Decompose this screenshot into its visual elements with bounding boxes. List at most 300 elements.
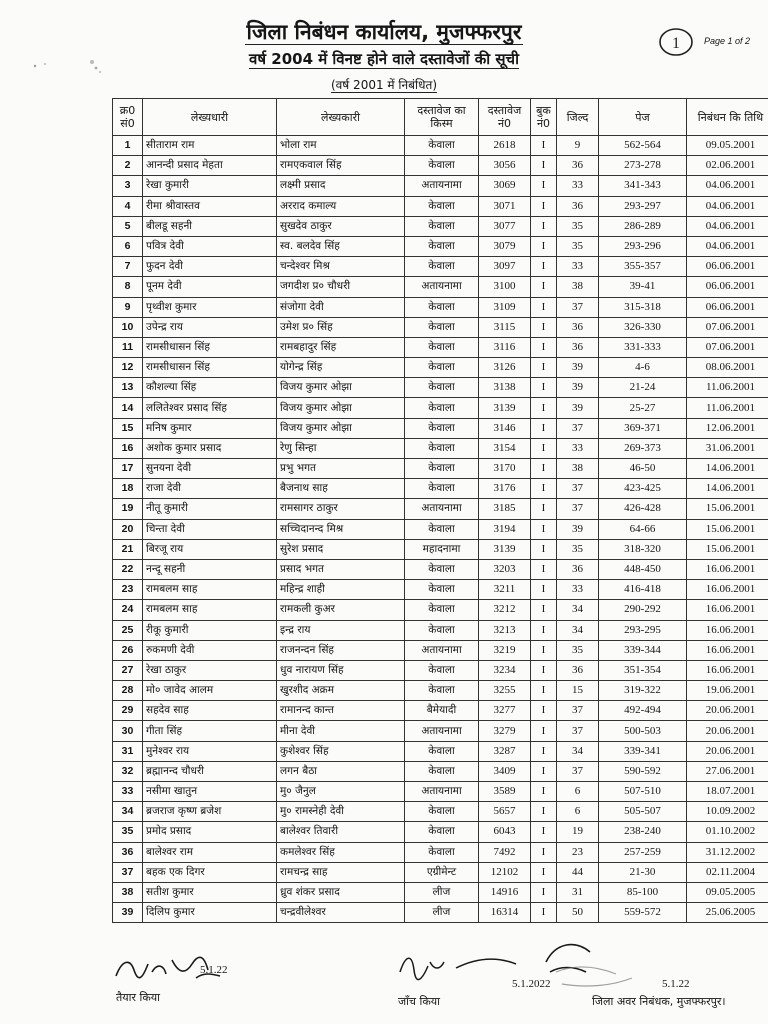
cell-volume: 34 bbox=[557, 620, 599, 640]
cell-doc-number: 3203 bbox=[479, 559, 531, 579]
cell-page: 326-330 bbox=[599, 317, 687, 337]
cell-book-number: I bbox=[531, 459, 557, 479]
cell-book-number: I bbox=[531, 903, 557, 923]
cell-book-number: I bbox=[531, 236, 557, 256]
cell-holder: चिन्ता देवी bbox=[143, 519, 277, 539]
cell-doc-type: लीज bbox=[405, 882, 479, 902]
cell-book-number: I bbox=[531, 136, 557, 156]
official-stamp-scribble bbox=[552, 952, 672, 996]
cell-serial: 26 bbox=[113, 640, 143, 660]
cell-volume: 23 bbox=[557, 842, 599, 862]
table-body bbox=[113, 136, 768, 923]
cell-page: 293-295 bbox=[599, 620, 687, 640]
table-row bbox=[113, 822, 768, 842]
cell-holder: रेखा ठाकुर bbox=[143, 660, 277, 680]
cell-executant: ध्रुव शंकर प्रसाद bbox=[277, 882, 405, 902]
cell-page: 500-503 bbox=[599, 721, 687, 741]
table-row bbox=[113, 216, 768, 236]
cell-executant: बालेश्वर तिवारी bbox=[277, 822, 405, 842]
cell-volume: 6 bbox=[557, 802, 599, 822]
cell-page: 423-425 bbox=[599, 479, 687, 499]
cell-reg-date: 06.06.2001 bbox=[687, 277, 768, 297]
cell-doc-type: केवाला bbox=[405, 459, 479, 479]
cell-doc-number: 3255 bbox=[479, 681, 531, 701]
cell-doc-type: केवाला bbox=[405, 600, 479, 620]
table-row bbox=[113, 236, 768, 256]
cell-serial: 32 bbox=[113, 761, 143, 781]
cell-holder: पूनम देवी bbox=[143, 277, 277, 297]
cell-serial: 23 bbox=[113, 580, 143, 600]
cell-doc-type: केवाला bbox=[405, 580, 479, 600]
cell-doc-number: 3100 bbox=[479, 277, 531, 297]
cell-doc-number: 3213 bbox=[479, 620, 531, 640]
cell-page: 273-278 bbox=[599, 156, 687, 176]
cell-doc-number: 2618 bbox=[479, 136, 531, 156]
cell-doc-number: 3071 bbox=[479, 196, 531, 216]
table-row bbox=[113, 681, 768, 701]
cell-doc-type: केवाला bbox=[405, 660, 479, 680]
cell-doc-type: केवाला bbox=[405, 216, 479, 236]
prepared-date: 5.1.22 bbox=[200, 964, 228, 976]
cell-serial: 25 bbox=[113, 620, 143, 640]
cell-reg-date: 15.06.2001 bbox=[687, 499, 768, 519]
checked-label: जाँच किया bbox=[398, 995, 441, 1008]
cell-book-number: I bbox=[531, 559, 557, 579]
cell-holder: ब्रह्मानन्द चौधरी bbox=[143, 761, 277, 781]
table-row bbox=[113, 297, 768, 317]
cell-serial: 10 bbox=[113, 317, 143, 337]
cell-holder: रुकमणी देवी bbox=[143, 640, 277, 660]
cell-page: 293-297 bbox=[599, 196, 687, 216]
cell-serial: 31 bbox=[113, 741, 143, 761]
cell-serial: 29 bbox=[113, 701, 143, 721]
cell-volume: 37 bbox=[557, 479, 599, 499]
cell-serial: 15 bbox=[113, 418, 143, 438]
table-row bbox=[113, 418, 768, 438]
table-row bbox=[113, 176, 768, 196]
cell-holder: नन्दू सहनी bbox=[143, 559, 277, 579]
cell-reg-date: 31.06.2001 bbox=[687, 438, 768, 458]
cell-executant: संजोगा देवी bbox=[277, 297, 405, 317]
cell-holder: ब्रजराज कृष्ण ब्रजेश bbox=[143, 802, 277, 822]
cell-doc-type: केवाला bbox=[405, 398, 479, 418]
cell-volume: 33 bbox=[557, 257, 599, 277]
cell-page: 492-494 bbox=[599, 701, 687, 721]
cell-volume: 37 bbox=[557, 499, 599, 519]
cell-volume: 39 bbox=[557, 378, 599, 398]
cell-executant: कुशेश्वर सिंह bbox=[277, 741, 405, 761]
cell-executant: महिन्द्र शाही bbox=[277, 580, 405, 600]
cell-doc-number: 3077 bbox=[479, 216, 531, 236]
cell-reg-date: 01.10.2002 bbox=[687, 822, 768, 842]
table-row bbox=[113, 438, 768, 458]
cell-serial: 16 bbox=[113, 438, 143, 458]
table-row bbox=[113, 317, 768, 337]
cell-doc-type: अतायनामा bbox=[405, 176, 479, 196]
prepared-label: तैयार किया bbox=[116, 991, 161, 1004]
cell-doc-type: केवाला bbox=[405, 438, 479, 458]
cell-doc-type: केवाला bbox=[405, 559, 479, 579]
cell-page: 590-592 bbox=[599, 761, 687, 781]
cell-reg-date: 14.06.2001 bbox=[687, 479, 768, 499]
table-row bbox=[113, 378, 768, 398]
cell-holder: बालेश्वर राम bbox=[143, 842, 277, 862]
officer-label: जिला अवर निबंधक, मुजफ्फरपुर। bbox=[592, 995, 726, 1008]
table-row bbox=[113, 761, 768, 781]
cell-page: 331-333 bbox=[599, 337, 687, 357]
cell-executant: इन्द्र राय bbox=[277, 620, 405, 640]
col-header-doc-number: दस्तावेज नं0 bbox=[479, 99, 531, 136]
cell-doc-type: केवाला bbox=[405, 418, 479, 438]
cell-reg-date: 11.06.2001 bbox=[687, 378, 768, 398]
cell-serial: 2 bbox=[113, 156, 143, 176]
cell-doc-type: केवाला bbox=[405, 842, 479, 862]
cell-serial: 28 bbox=[113, 681, 143, 701]
cell-page: 448-450 bbox=[599, 559, 687, 579]
cell-reg-date: 31.12.2002 bbox=[687, 842, 768, 862]
cell-book-number: I bbox=[531, 660, 557, 680]
cell-page: 21-30 bbox=[599, 862, 687, 882]
cell-executant: विजय कुमार ओझा bbox=[277, 398, 405, 418]
cell-executant: मु० जैनुल bbox=[277, 782, 405, 802]
cell-serial: 17 bbox=[113, 459, 143, 479]
cell-serial: 9 bbox=[113, 297, 143, 317]
cell-executant: रामचन्द्र साह bbox=[277, 862, 405, 882]
cell-volume: 36 bbox=[557, 660, 599, 680]
cell-doc-number: 3234 bbox=[479, 660, 531, 680]
cell-reg-date: 18.07.2001 bbox=[687, 782, 768, 802]
cell-page: 238-240 bbox=[599, 822, 687, 842]
cell-book-number: I bbox=[531, 317, 557, 337]
cell-volume: 34 bbox=[557, 600, 599, 620]
cell-page: 341-343 bbox=[599, 176, 687, 196]
cell-reg-date: 06.06.2001 bbox=[687, 297, 768, 317]
cell-book-number: I bbox=[531, 398, 557, 418]
cell-book-number: I bbox=[531, 721, 557, 741]
cell-reg-date: 27.06.2001 bbox=[687, 761, 768, 781]
cell-volume: 33 bbox=[557, 176, 599, 196]
cell-doc-number: 3138 bbox=[479, 378, 531, 398]
table-row bbox=[113, 337, 768, 357]
table-row bbox=[113, 862, 768, 882]
cell-executant: चन्देश्वर मिश्र bbox=[277, 257, 405, 277]
table-row bbox=[113, 600, 768, 620]
cell-doc-number: 3176 bbox=[479, 479, 531, 499]
cell-executant: मीना देवी bbox=[277, 721, 405, 741]
cell-executant: विजय कुमार ओझा bbox=[277, 378, 405, 398]
cell-doc-type: केवाला bbox=[405, 620, 479, 640]
cell-holder: मुनेश्वर राय bbox=[143, 741, 277, 761]
page-subtitle: वर्ष 2004 में विनष्ट होने वाले दस्तावेजों की सूची bbox=[249, 50, 519, 68]
cell-page: 319-322 bbox=[599, 681, 687, 701]
cell-doc-number: 3115 bbox=[479, 317, 531, 337]
cell-reg-date: 07.06.2001 bbox=[687, 337, 768, 357]
cell-volume: 37 bbox=[557, 297, 599, 317]
cell-doc-number: 3409 bbox=[479, 761, 531, 781]
table-row bbox=[113, 721, 768, 741]
table-row bbox=[113, 882, 768, 902]
cell-holder: मनिष कुमार bbox=[143, 418, 277, 438]
cell-doc-type: केवाला bbox=[405, 741, 479, 761]
cell-volume: 33 bbox=[557, 580, 599, 600]
cell-reg-date: 04.06.2001 bbox=[687, 216, 768, 236]
cell-holder: प्रमोद प्रसाद bbox=[143, 822, 277, 842]
cell-doc-type: केवाला bbox=[405, 297, 479, 317]
col-header-page: पेज bbox=[599, 99, 687, 136]
table-row bbox=[113, 398, 768, 418]
cell-executant: सच्चिदानन्द मिश्र bbox=[277, 519, 405, 539]
cell-doc-type: अतायनामा bbox=[405, 640, 479, 660]
cell-reg-date: 16.06.2001 bbox=[687, 559, 768, 579]
cell-volume: 35 bbox=[557, 539, 599, 559]
cell-reg-date: 04.06.2001 bbox=[687, 176, 768, 196]
table-row bbox=[113, 358, 768, 378]
cell-doc-number: 3185 bbox=[479, 499, 531, 519]
cell-executant: चन्द्रवीलेश्वर bbox=[277, 903, 405, 923]
cell-volume: 15 bbox=[557, 681, 599, 701]
cell-serial: 5 bbox=[113, 216, 143, 236]
cell-holder: रामसीधासन सिंह bbox=[143, 358, 277, 378]
cell-book-number: I bbox=[531, 358, 557, 378]
table-row bbox=[113, 640, 768, 660]
cell-page: 339-344 bbox=[599, 640, 687, 660]
cell-holder: रीमा श्रीवास्तव bbox=[143, 196, 277, 216]
cell-doc-type: अतायनामा bbox=[405, 721, 479, 741]
col-header-doc-type: दस्तावेज का किस्म bbox=[405, 99, 479, 136]
cell-serial: 8 bbox=[113, 277, 143, 297]
officer-date: 5.1.22 bbox=[662, 978, 690, 990]
cell-executant: प्रसाद भगत bbox=[277, 559, 405, 579]
cell-book-number: I bbox=[531, 438, 557, 458]
cell-book-number: I bbox=[531, 620, 557, 640]
table-row bbox=[113, 782, 768, 802]
cell-doc-type: केवाला bbox=[405, 761, 479, 781]
cell-doc-number: 7492 bbox=[479, 842, 531, 862]
cell-holder: बहक एक दिगर bbox=[143, 862, 277, 882]
cell-holder: रामबलम साह bbox=[143, 580, 277, 600]
cell-volume: 38 bbox=[557, 459, 599, 479]
cell-book-number: I bbox=[531, 257, 557, 277]
cell-serial: 3 bbox=[113, 176, 143, 196]
table-row bbox=[113, 196, 768, 216]
cell-reg-date: 11.06.2001 bbox=[687, 398, 768, 418]
cell-reg-date: 20.06.2001 bbox=[687, 701, 768, 721]
cell-doc-type: केवाला bbox=[405, 317, 479, 337]
cell-volume: 44 bbox=[557, 862, 599, 882]
cell-doc-type: महादनामा bbox=[405, 539, 479, 559]
cell-doc-number: 3126 bbox=[479, 358, 531, 378]
cell-executant: विजय कुमार ओझा bbox=[277, 418, 405, 438]
cell-executant: सुखदेव ठाकुर bbox=[277, 216, 405, 236]
cell-holder: पवित्र देवी bbox=[143, 236, 277, 256]
table-row bbox=[113, 156, 768, 176]
circled-page-mark bbox=[656, 26, 698, 62]
cell-book-number: I bbox=[531, 196, 557, 216]
cell-reg-date: 16.06.2001 bbox=[687, 580, 768, 600]
cell-page: 25-27 bbox=[599, 398, 687, 418]
table-row bbox=[113, 499, 768, 519]
cell-book-number: I bbox=[531, 277, 557, 297]
cell-doc-type: केवाला bbox=[405, 156, 479, 176]
cell-doc-type: लीज bbox=[405, 903, 479, 923]
table-row bbox=[113, 459, 768, 479]
cell-doc-number: 3170 bbox=[479, 459, 531, 479]
table-row bbox=[113, 903, 768, 923]
page-note: (वर्ष 2001 में निबंधित) bbox=[330, 78, 438, 92]
col-header-holder: लेख्यधारी bbox=[143, 99, 277, 136]
cell-book-number: I bbox=[531, 782, 557, 802]
cell-serial: 35 bbox=[113, 822, 143, 842]
cell-executant: लगन बैठा bbox=[277, 761, 405, 781]
cell-serial: 39 bbox=[113, 903, 143, 923]
cell-reg-date: 19.06.2001 bbox=[687, 681, 768, 701]
cell-doc-number: 3212 bbox=[479, 600, 531, 620]
cell-book-number: I bbox=[531, 842, 557, 862]
cell-page: 46-50 bbox=[599, 459, 687, 479]
cell-serial: 13 bbox=[113, 378, 143, 398]
cell-volume: 36 bbox=[557, 559, 599, 579]
cell-volume: 39 bbox=[557, 519, 599, 539]
cell-serial: 33 bbox=[113, 782, 143, 802]
cell-serial: 38 bbox=[113, 882, 143, 902]
cell-page: 416-418 bbox=[599, 580, 687, 600]
col-header-serial: क्र0 सं0 bbox=[113, 99, 143, 136]
cell-serial: 20 bbox=[113, 519, 143, 539]
col-header-book-number: बुक नं0 bbox=[531, 99, 557, 136]
cell-doc-number: 3146 bbox=[479, 418, 531, 438]
cell-holder: कौशल्या सिंह bbox=[143, 378, 277, 398]
cell-page: 269-373 bbox=[599, 438, 687, 458]
col-header-executant: लेख्यकारी bbox=[277, 99, 405, 136]
cell-doc-number: 3139 bbox=[479, 539, 531, 559]
cell-book-number: I bbox=[531, 822, 557, 842]
cell-holder: बीलडू सहनी bbox=[143, 216, 277, 236]
cell-executant: भोला राम bbox=[277, 136, 405, 156]
cell-book-number: I bbox=[531, 156, 557, 176]
cell-volume: 37 bbox=[557, 721, 599, 741]
cell-serial: 34 bbox=[113, 802, 143, 822]
cell-page: 507-510 bbox=[599, 782, 687, 802]
cell-serial: 22 bbox=[113, 559, 143, 579]
table-row bbox=[113, 559, 768, 579]
cell-reg-date: 16.06.2001 bbox=[687, 600, 768, 620]
cell-holder: सहदेव साह bbox=[143, 701, 277, 721]
cell-serial: 36 bbox=[113, 842, 143, 862]
cell-executant: रामानन्द कान्त bbox=[277, 701, 405, 721]
cell-reg-date: 04.06.2001 bbox=[687, 196, 768, 216]
table-row bbox=[113, 479, 768, 499]
cell-executant: रेणु सिन्हा bbox=[277, 438, 405, 458]
cell-book-number: I bbox=[531, 640, 557, 660]
cell-reg-date: 20.06.2001 bbox=[687, 741, 768, 761]
table-row bbox=[113, 136, 768, 156]
cell-reg-date: 08.06.2001 bbox=[687, 358, 768, 378]
cell-volume: 37 bbox=[557, 761, 599, 781]
cell-holder: रेखा कुमारी bbox=[143, 176, 277, 196]
cell-volume: 36 bbox=[557, 317, 599, 337]
cell-doc-type: केवाला bbox=[405, 257, 479, 277]
cell-doc-number: 3154 bbox=[479, 438, 531, 458]
cell-reg-date: 16.06.2001 bbox=[687, 620, 768, 640]
cell-serial: 27 bbox=[113, 660, 143, 680]
cell-serial: 21 bbox=[113, 539, 143, 559]
cell-page: 293-296 bbox=[599, 236, 687, 256]
cell-volume: 6 bbox=[557, 782, 599, 802]
table-row bbox=[113, 620, 768, 640]
cell-book-number: I bbox=[531, 761, 557, 781]
cell-serial: 18 bbox=[113, 479, 143, 499]
cell-holder: सीताराम राम bbox=[143, 136, 277, 156]
cell-book-number: I bbox=[531, 216, 557, 236]
register-table bbox=[112, 98, 768, 923]
cell-volume: 35 bbox=[557, 236, 599, 256]
cell-holder: अशोक कुमार प्रसाद bbox=[143, 438, 277, 458]
cell-book-number: I bbox=[531, 580, 557, 600]
cell-doc-number: 6043 bbox=[479, 822, 531, 842]
cell-reg-date: 16.06.2001 bbox=[687, 660, 768, 680]
cell-doc-type: अतायनामा bbox=[405, 277, 479, 297]
cell-book-number: I bbox=[531, 176, 557, 196]
cell-executant: उमेश प्र० सिंह bbox=[277, 317, 405, 337]
table-row bbox=[113, 842, 768, 862]
cell-executant: प्रभु भगत bbox=[277, 459, 405, 479]
corner-mark-text: 1 bbox=[672, 35, 680, 52]
cell-doc-number: 3109 bbox=[479, 297, 531, 317]
cell-reg-date: 04.06.2001 bbox=[687, 236, 768, 256]
cell-holder: ललितेश्वर प्रसाद सिंह bbox=[143, 398, 277, 418]
cell-doc-type: अतायनामा bbox=[405, 499, 479, 519]
cell-holder: दिलिप कुमार bbox=[143, 903, 277, 923]
cell-doc-number: 3079 bbox=[479, 236, 531, 256]
cell-serial: 7 bbox=[113, 257, 143, 277]
cell-doc-type: केवाला bbox=[405, 236, 479, 256]
cell-volume: 36 bbox=[557, 196, 599, 216]
cell-page: 559-572 bbox=[599, 903, 687, 923]
cell-page: 505-507 bbox=[599, 802, 687, 822]
cell-page: 21-24 bbox=[599, 378, 687, 398]
table-row bbox=[113, 701, 768, 721]
cell-holder: रामसीधासन सिंह bbox=[143, 337, 277, 357]
cell-serial: 6 bbox=[113, 236, 143, 256]
cell-doc-type: केवाला bbox=[405, 337, 479, 357]
checked-date: 5.1.2022 bbox=[512, 978, 551, 990]
cell-page: 286-289 bbox=[599, 216, 687, 236]
cell-volume: 37 bbox=[557, 418, 599, 438]
cell-doc-number: 3097 bbox=[479, 257, 531, 277]
cell-doc-number: 3279 bbox=[479, 721, 531, 741]
cell-volume: 31 bbox=[557, 882, 599, 902]
cell-executant: योगेन्द्र सिंह bbox=[277, 358, 405, 378]
cell-executant: राजनन्दन सिंह bbox=[277, 640, 405, 660]
cell-doc-number: 16314 bbox=[479, 903, 531, 923]
cell-doc-type: केवाला bbox=[405, 519, 479, 539]
cell-volume: 33 bbox=[557, 438, 599, 458]
cell-holder: गीता सिंह bbox=[143, 721, 277, 741]
cell-page: 64-66 bbox=[599, 519, 687, 539]
cell-reg-date: 12.06.2001 bbox=[687, 418, 768, 438]
cell-doc-type: केवाला bbox=[405, 196, 479, 216]
cell-page: 318-320 bbox=[599, 539, 687, 559]
cell-doc-type: केवाला bbox=[405, 136, 479, 156]
cell-volume: 36 bbox=[557, 156, 599, 176]
cell-executant: धुव नारायण सिंह bbox=[277, 660, 405, 680]
cell-executant: अरराद कमाल्य bbox=[277, 196, 405, 216]
cell-book-number: I bbox=[531, 701, 557, 721]
cell-holder: सतीश कुमार bbox=[143, 882, 277, 902]
cell-holder: रीकू कुमारी bbox=[143, 620, 277, 640]
cell-book-number: I bbox=[531, 681, 557, 701]
cell-volume: 39 bbox=[557, 398, 599, 418]
